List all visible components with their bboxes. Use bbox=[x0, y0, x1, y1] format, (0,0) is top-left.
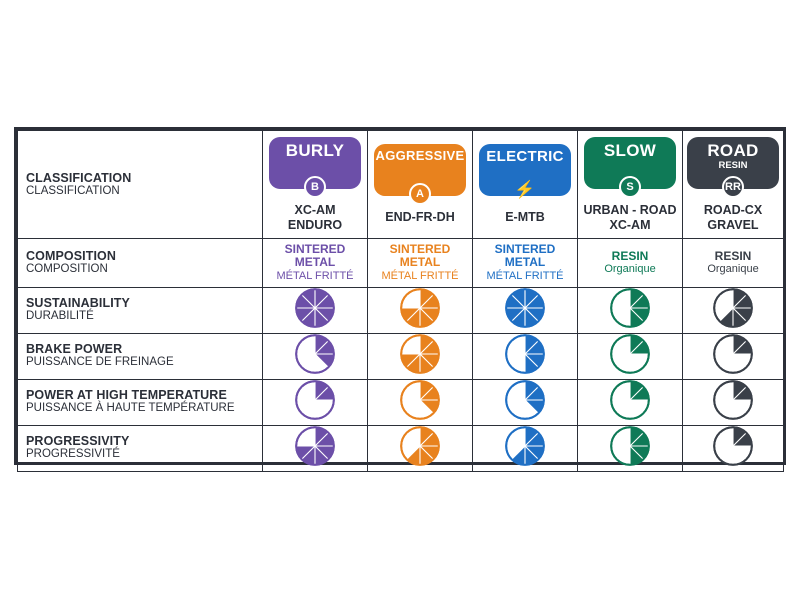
column-header-aggressive bbox=[368, 131, 473, 239]
rating-cell bbox=[473, 287, 578, 333]
rating-cell bbox=[473, 425, 578, 471]
category-line: XC-AM bbox=[609, 217, 651, 232]
composition-cell bbox=[473, 239, 578, 288]
rating-cell bbox=[683, 425, 784, 471]
badge-mark: A bbox=[409, 183, 431, 205]
composition-cell bbox=[683, 239, 784, 288]
rating-pie-icon bbox=[505, 426, 545, 466]
row-label-fr: CLASSIFICATION bbox=[26, 184, 120, 197]
comparison-table-container bbox=[14, 127, 786, 465]
composition-block bbox=[578, 246, 682, 280]
rating-cell bbox=[473, 333, 578, 379]
row-label-en: COMPOSITION bbox=[26, 249, 116, 264]
rating-pie-icon bbox=[713, 288, 753, 328]
rating-pie-icon bbox=[295, 288, 335, 328]
row-header-power-high-temperature bbox=[18, 379, 263, 425]
column-header-electric bbox=[473, 131, 578, 239]
rating-pie-icon bbox=[295, 426, 335, 466]
rating-pie-icon bbox=[713, 426, 753, 466]
badge-word: SLOW bbox=[603, 141, 657, 161]
column-header-burly bbox=[263, 131, 368, 239]
rating-pie-icon bbox=[505, 334, 545, 374]
category-line: GRAVEL bbox=[707, 217, 759, 232]
product-category-name bbox=[473, 210, 577, 224]
product-category-name bbox=[368, 210, 472, 224]
rating-pie-icon bbox=[400, 380, 440, 420]
product-badge bbox=[687, 137, 779, 194]
composition-en: RESIN bbox=[611, 248, 649, 263]
product-category-name bbox=[578, 203, 682, 232]
badge-subword: RESIN bbox=[718, 160, 748, 172]
table-row-power-high-temperature bbox=[18, 379, 784, 425]
composition-fr: MÉTAL FRITTÉ bbox=[486, 269, 564, 282]
product-badge bbox=[374, 144, 466, 201]
product-category-name bbox=[683, 203, 783, 232]
row-label-fr: COMPOSITION bbox=[26, 263, 108, 276]
composition-en: METAL bbox=[294, 255, 336, 270]
column-header-slow bbox=[578, 131, 683, 239]
product-badge bbox=[269, 137, 361, 194]
table-row-classification bbox=[18, 131, 784, 239]
rating-cell bbox=[578, 425, 683, 471]
row-header-progressivity bbox=[18, 425, 263, 471]
rating-cell bbox=[263, 425, 368, 471]
composition-block bbox=[368, 239, 472, 287]
rating-pie-icon bbox=[400, 288, 440, 328]
product-badge bbox=[584, 137, 676, 194]
rating-pie-icon bbox=[295, 334, 335, 374]
rating-pie-icon bbox=[400, 334, 440, 374]
rating-pie-icon bbox=[610, 380, 650, 420]
rating-cell bbox=[578, 333, 683, 379]
rating-cell bbox=[263, 333, 368, 379]
rating-pie-icon bbox=[505, 380, 545, 420]
rating-pie-icon bbox=[713, 334, 753, 374]
rating-cell bbox=[368, 425, 473, 471]
composition-en: METAL bbox=[399, 255, 441, 270]
rating-cell bbox=[368, 333, 473, 379]
row-header-sustainability bbox=[18, 287, 263, 333]
row-label-en: POWER AT HIGH TEMPERATURE bbox=[26, 388, 227, 403]
composition-en: SINTERED bbox=[494, 242, 556, 256]
lightning-bolt-icon: ⚡ bbox=[514, 180, 536, 200]
rating-pie-icon bbox=[610, 334, 650, 374]
composition-fr: Organique bbox=[707, 263, 759, 276]
badge-word: ELECTRIC bbox=[486, 148, 564, 166]
table-row-composition bbox=[18, 239, 784, 288]
badge-word: BURLY bbox=[285, 141, 345, 161]
composition-en: SINTERED bbox=[389, 242, 451, 256]
rating-pie-icon bbox=[295, 380, 335, 420]
composition-en: METAL bbox=[504, 255, 546, 270]
column-header-road-resin bbox=[683, 131, 784, 239]
composition-block bbox=[683, 246, 783, 280]
category-line: E-MTB bbox=[505, 210, 545, 225]
rating-cell bbox=[683, 333, 784, 379]
row-header-classification bbox=[18, 131, 263, 239]
row-label-en: SUSTAINABILITY bbox=[26, 296, 130, 311]
category-line: END-FR-DH bbox=[385, 210, 455, 225]
badge-mark: B bbox=[304, 176, 326, 198]
rating-pie-icon bbox=[713, 380, 753, 420]
rating-cell bbox=[473, 379, 578, 425]
rating-pie-icon bbox=[400, 426, 440, 466]
composition-cell bbox=[578, 239, 683, 288]
product-category-name bbox=[263, 203, 367, 232]
badge-mark: S bbox=[619, 176, 641, 198]
composition-fr: MÉTAL FRITTÉ bbox=[381, 269, 459, 282]
rating-cell bbox=[683, 379, 784, 425]
row-label-fr: PROGRESSIVITÉ bbox=[26, 448, 120, 461]
row-label-fr: DURABILITÉ bbox=[26, 310, 94, 323]
rating-pie-icon bbox=[505, 288, 545, 328]
badge-word: ROAD bbox=[707, 141, 759, 161]
table-row-sustainability bbox=[18, 287, 784, 333]
rating-cell bbox=[578, 287, 683, 333]
composition-en: SINTERED bbox=[284, 242, 346, 256]
rating-cell bbox=[578, 379, 683, 425]
comparison-table bbox=[17, 130, 784, 472]
composition-block bbox=[473, 239, 577, 287]
composition-fr: MÉTAL FRITTÉ bbox=[276, 269, 354, 282]
row-label-fr: PUISSANCE DE FREINAGE bbox=[26, 356, 174, 369]
row-label-en: PROGRESSIVITY bbox=[26, 434, 130, 449]
rating-cell bbox=[263, 379, 368, 425]
table-row-brake-power bbox=[18, 333, 784, 379]
category-line: URBAN - ROAD bbox=[583, 203, 677, 218]
category-line: ENDURO bbox=[287, 217, 343, 232]
row-header-brake-power bbox=[18, 333, 263, 379]
composition-cell bbox=[263, 239, 368, 288]
rating-cell bbox=[683, 287, 784, 333]
composition-en: RESIN bbox=[714, 248, 752, 263]
rating-cell bbox=[368, 287, 473, 333]
rating-cell bbox=[368, 379, 473, 425]
table-row-progressivity bbox=[18, 425, 784, 471]
badge-word: AGGRESSIVE bbox=[375, 148, 465, 164]
row-header-composition bbox=[18, 239, 263, 288]
row-label-en: BRAKE POWER bbox=[26, 342, 123, 357]
product-badge bbox=[479, 144, 571, 200]
badge-mark: RR bbox=[722, 176, 744, 198]
composition-block bbox=[263, 239, 367, 287]
rating-cell bbox=[263, 287, 368, 333]
rating-pie-icon bbox=[610, 426, 650, 466]
composition-cell bbox=[368, 239, 473, 288]
category-line: ROAD-CX bbox=[703, 203, 763, 218]
row-label-fr: PUISSANCE À HAUTE TEMPÉRATURE bbox=[26, 402, 235, 415]
row-label-en: CLASSIFICATION bbox=[26, 170, 132, 185]
category-line: XC-AM bbox=[294, 203, 336, 218]
composition-fr: Organique bbox=[604, 263, 656, 276]
rating-pie-icon bbox=[610, 288, 650, 328]
